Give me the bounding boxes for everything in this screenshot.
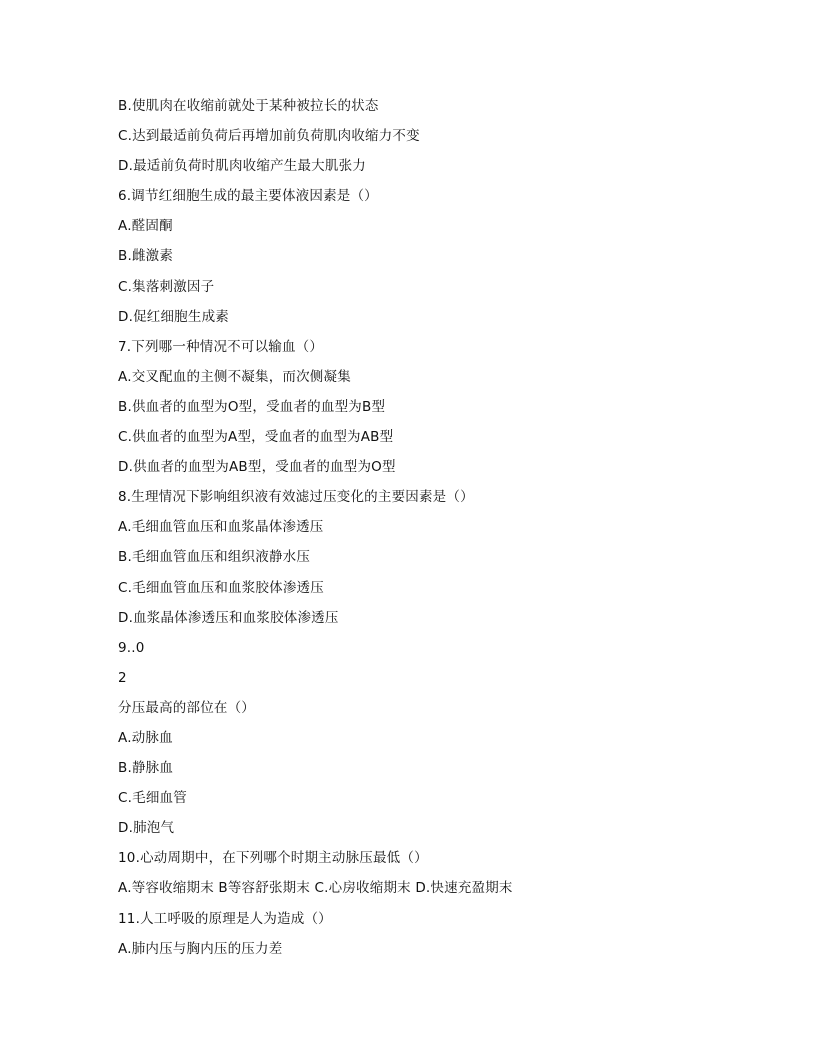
question-9-option-b: B.静脉血 [118, 760, 174, 777]
document-body [118, 94, 718, 967]
question-10-options: A.等容收缩期末 B等容舒张期末 C.心房收缩期末 D.快速充盈期末 [118, 880, 513, 897]
question-6-option-d: D.促红细胞生成素 [118, 308, 229, 325]
question-8-option-b: B.毛细血管血压和组织液静水压 [118, 549, 311, 566]
question-9-number: 9..0 [118, 639, 145, 656]
question-8-option-c: C.毛细血管血压和血浆胶体渗透压 [118, 579, 324, 596]
question-6-option-b: B.雌激素 [118, 248, 174, 265]
question-7-option-a: A.交叉配血的主侧不凝集，而次侧凝集 [118, 368, 351, 385]
question-9-subscript: 2 [118, 669, 127, 686]
question-6-option-a: A.醛固酮 [118, 218, 173, 235]
question-7-option-c: C.供血者的血型为A型，受血者的血型为AB型 [118, 429, 394, 446]
question-8-option-d: D.血浆晶体渗透压和血浆胶体渗透压 [118, 609, 339, 626]
option-b-line: B.使肌肉在收缩前就处于某种被拉长的状态 [118, 98, 379, 114]
question-9-option-c: C.毛细血管 [118, 790, 187, 807]
option-c-line: C.达到最适前负荷后再增加前负荷肌肉收缩力不变 [118, 128, 420, 145]
question-8-option-a: A.毛细血管血压和血浆晶体渗透压 [118, 519, 324, 536]
question-6-option-c: C.集落刺激因子 [118, 278, 215, 295]
question-9-option-a: A.动脉血 [118, 729, 173, 746]
question-7-option-d: D.供血者的血型为AB型，受血者的血型为O型 [118, 459, 396, 476]
question-11-option-a: A.肺内压与胸内压的压力差 [118, 940, 283, 957]
question-7: 7.下列哪一种情况不可以输血（） [118, 338, 324, 355]
question-11: 11.人工呼吸的原理是人为造成（） [118, 910, 332, 927]
question-6: 6.调节红细胞生成的最主要体液因素是（） [118, 188, 378, 205]
question-9: 分压最高的部位在（） [118, 699, 255, 716]
option-d-line: D.最适前负荷时肌肉收缩产生最大肌张力 [118, 158, 366, 175]
question-10: 10.心动周期中，在下列哪个时期主动脉压最低（） [118, 850, 428, 867]
question-7-option-b: B.供血者的血型为O型，受血者的血型为B型 [118, 398, 386, 415]
question-9-option-d: D.肺泡气 [118, 820, 175, 837]
question-8: 8.生理情况下影响组织液有效滤过压变化的主要因素是（） [118, 489, 474, 506]
